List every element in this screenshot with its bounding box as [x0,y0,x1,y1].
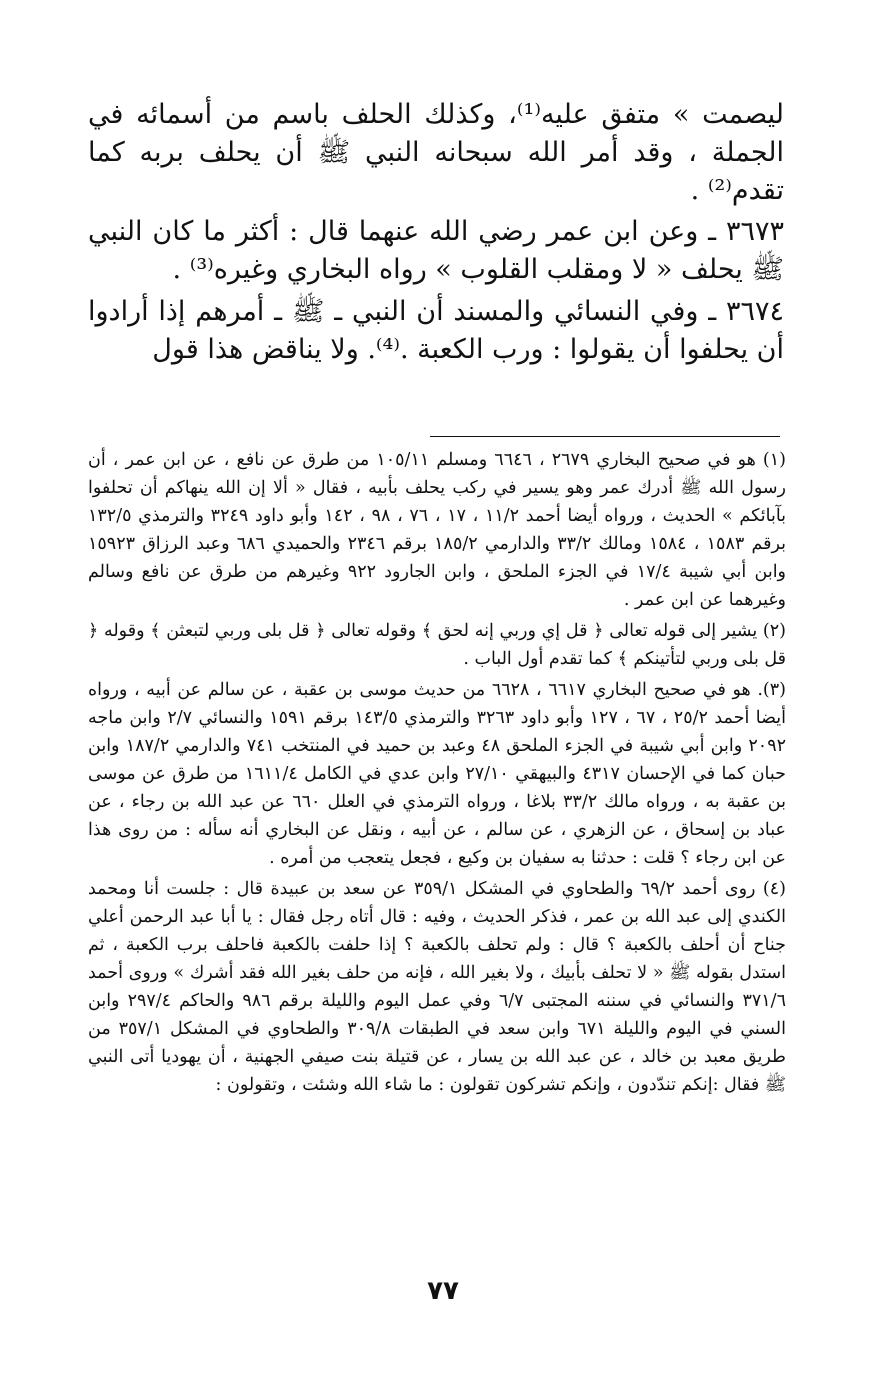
footnote-2: (٢) يشير إلى قوله تعالى ﴿ قل إي وربي إنه لحق ﴾ وقوله تعالى ﴿ قل بلى وربي لتبعثن ﴾ وقوله ﴿ قل بلى وربي لتأتينكم ﴾ كما تقدم أول الباب . [88,621,786,669]
footnote-3: (٣). هو في صحيح البخاري ٦٦١٧ ، ٦٦٢٨ من حديث موسى بن عقبة ، عن سالم عن أبيه ، ورواه أيضا أحمد ٢٥/٢ ، ٦٧ ، ١٢٧ وأبو داود ٣٢٦٣ والترمذي ١٤٣/٥ برقم ١٥٩١ والنسائي ٢/٧ وابن ماجه ٢٠٩٢ وابن أبي شيبة في الجزء الملحق ٤٨ وعبد بن حميد في المنتخب ٧٤١ والدارمي ١٨٧/٢ وابن حبان كما في الإحسان ٤٣١٧ والبيهقي ٢٧/١٠ وابن عدي في الكامل ١٦١١/٤ من طرق عن موسى بن عقبة به ، ورواه مالك ٣٣/٢ بلاغا ، ورواه الترمذي في العلل ٦٦٠ عن عبد الله بن رجاء ، عن عباد بن إسحاق ، عن الزهري ، عن سالم ، عن أبيه ، ونقل عن البخاري أنه سأله : من روى هذا عن ابن رجاء ؟ قلت : حدثنا به سفيان بن وكيع ، فجعل يتعجب من أمره . [88,680,787,868]
paragraph-intro: ليصمت » متفق عليه⁽¹⁾، وكذلك الحلف باسم من أسمائه في الجملة ، وقد أمر الله سبحانه النبي ﷺ أن يحلف بربه كما تقدم⁽²⁾ . [88,99,784,206]
hadith-3673: ٣٦٧٣ ـ وعن ابن عمر رضي الله عنهما قال : أكثر ما كان النبي ﷺ يحلف « لا ومقلب القلوب » رواه البخاري وغيره⁽³⁾ . [88,216,784,286]
footnotes [88,446,786,1102]
page-number: ٧٧ [427,1276,459,1306]
footnote-4: (٤) روى أحمد ٦٩/٢ والطحاوي في المشكل ٣٥٩/١ عن سعد بن عبيدة قال : جلست أنا ومحمد الكندي إلى عبد الله بن عمر ، فذكر الحديث ، وفيه : قال أتاه رجل فقال : يا أبا عبد الرحمن أعلي جناح أن أحلف بالكعبة ؟ قال : ولم تحلف بالكعبة ؟ إذا حلفت بالكعبة فاحلف برب الكعبة ، ثم استدل بقوله ﷺ « لا تحلف بأبيك ، ولا بغير الله ، فإنه من حلف بغير الله فقد أشرك » وروى أحمد ٣٧١/٦ والنسائي في سننه المجتبى ٦/٧ وفي عمل اليوم والليلة برقم ٩٨٦ والحاكم ٢٩٧/٤ وابن السني في اليوم والليلة ٦٧١ وابن سعد في الطبقات ٣٠٩/٨ والطحاوي في المشكل ٣٥٧/١ من طريق معبد بن خالد ، عن عبد الله بن يسار ، عن قتيلة بنت صيفي الجهنية ، أن يهوديا أتى النبي ﷺ فقال :إنكم تندّدون ، وإنكم تشركون تقولون : ما شاء الله وشئت ، وتقولون : [88,879,787,1095]
footnote-divider [430,436,780,437]
footnote-1: (١) هو في صحيح البخاري ٢٦٧٩ ، ٦٦٤٦ ومسلم ١٠٥/١١ من طرق عن نافع ، عن ابن عمر ، أن رسول الله ﷺ أدرك عمر وهو يسير في ركب يحلف بأبيه ، فقال « ألا إن الله ينهاكم أن تحلفوا بآبائكم » الحديث ، ورواه أيضا أحمد ١١/٢ ، ١٧ ، ٧٦ ، ٩٨ ، ١٤٢ وأبو داود ٣٢٤٩ والترمذي ١٣٢/٥ برقم ١٥٨٣ ، ١٥٨٤ ومالك ٣٣/٢ والدارمي ١٨٥/٢ برقم ٢٣٤٦ والحميدي ٦٨٦ وعبد الرزاق ١٥٩٢٣ وابن أبي شيبة ١٧/٤ في الجزء الملحق ، وابن الجارود ٩٢٢ وغيرهم من طرق عن نافع وسالم وغيرهما عن ابن عمر . [88,450,787,610]
hadith-3674: ٣٦٧٤ ـ وفي النسائي والمسند أن النبي ـ ﷺ ـ أمرهم إذا أرادوا أن يحلفوا أن يقولوا : ورب الكعبة .⁽⁴⁾. ولا يناقض هذا قول [88,295,784,365]
main-text [88,96,784,369]
